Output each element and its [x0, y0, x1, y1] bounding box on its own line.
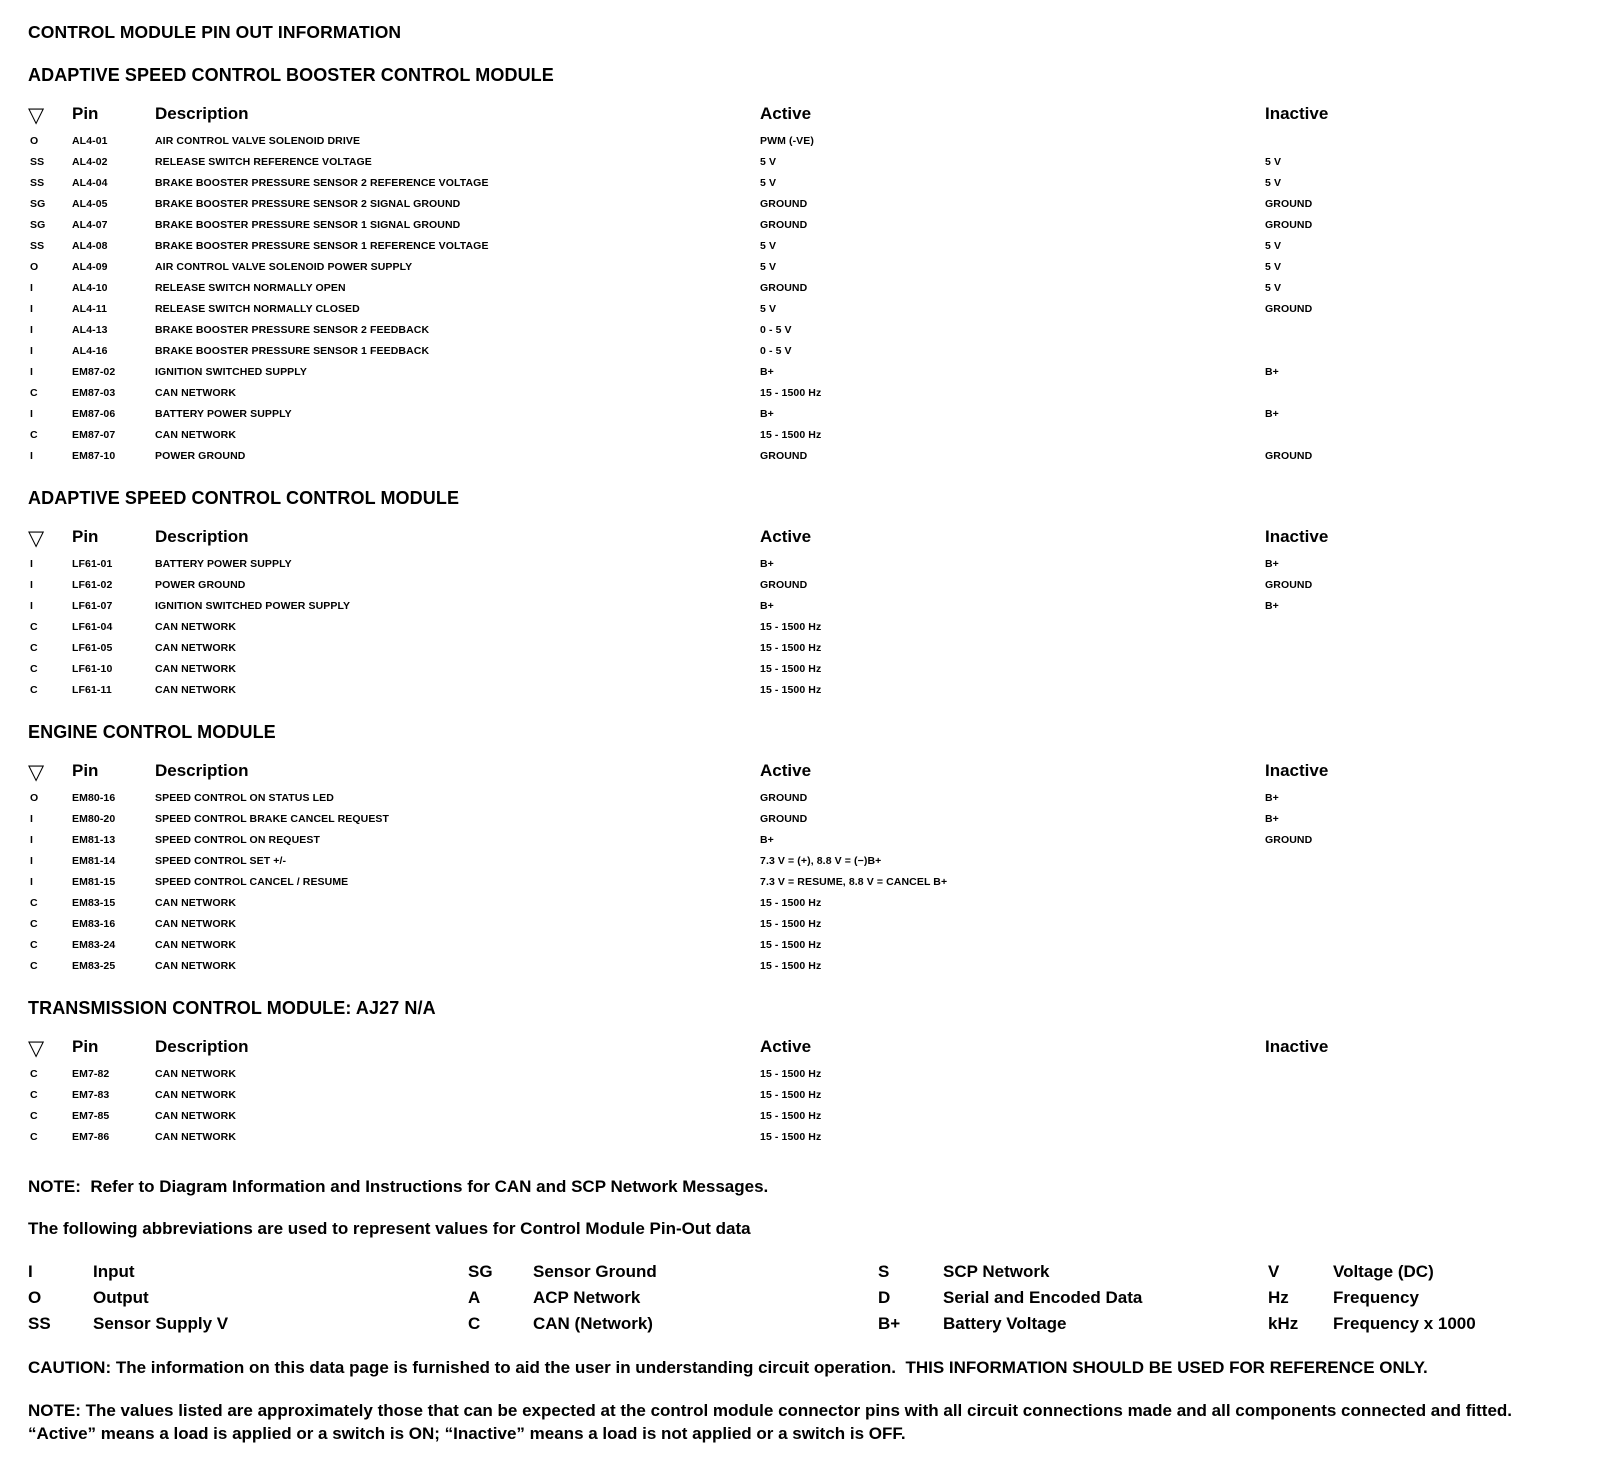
pin-cell: EM87-06: [72, 407, 116, 420]
description-cell: BRAKE BOOSTER PRESSURE SENSOR 1 REFERENCE VOLTAGE: [155, 239, 489, 252]
pin-type-cell: C: [30, 1088, 38, 1101]
active-value-cell: 15 - 1500 Hz: [760, 662, 822, 675]
description-cell: BRAKE BOOSTER PRESSURE SENSOR 2 REFERENCE VOLTAGE: [155, 176, 489, 189]
description-cell: BATTERY POWER SUPPLY: [155, 557, 292, 570]
legend-meaning: Serial and Encoded Data: [943, 1288, 1143, 1307]
column-header-inactive: Inactive: [1265, 104, 1329, 123]
inactive-value-cell: GROUND: [1265, 449, 1313, 462]
pin-type-cell: C: [30, 1109, 38, 1122]
pin-cell: AL4-09: [72, 260, 108, 273]
legend-meaning: Sensor Supply V: [93, 1314, 229, 1333]
active-value-cell: B+: [760, 833, 774, 846]
pin-type-cell: I: [30, 875, 34, 888]
active-value-cell: 15 - 1500 Hz: [760, 1130, 822, 1143]
legend-entry: [1268, 1285, 1572, 1311]
table-row: [28, 130, 1572, 151]
pin-cell: LF61-01: [72, 557, 113, 570]
column-header-active: Active: [760, 527, 812, 546]
description-cell: CAN NETWORK: [155, 896, 237, 909]
pin-cell: EM87-02: [72, 365, 116, 378]
table-column-header: [28, 751, 1572, 785]
pin-cell: EM83-24: [72, 938, 116, 951]
pin-type-cell: I: [30, 599, 34, 612]
table-row: [28, 679, 1572, 700]
description-cell: BRAKE BOOSTER PRESSURE SENSOR 2 SIGNAL GROUND: [155, 197, 461, 210]
table-column-header: [28, 94, 1572, 128]
legend-meaning: Voltage (DC): [1333, 1262, 1434, 1281]
inactive-value-cell: 5 V: [1265, 260, 1282, 273]
column-header-description: Description: [155, 761, 249, 780]
active-value-cell: 15 - 1500 Hz: [760, 917, 822, 930]
column-header-description: Description: [155, 104, 249, 123]
pin-cell: EM87-10: [72, 449, 116, 462]
pin-type-cell: SS: [30, 176, 45, 189]
description-cell: IGNITION SWITCHED POWER SUPPLY: [155, 599, 351, 612]
column-header-active: Active: [760, 1037, 812, 1056]
pin-type-cell: C: [30, 620, 38, 633]
table-row: [28, 637, 1572, 658]
pin-cell: AL4-10: [72, 281, 108, 294]
pin-cell: EM87-07: [72, 428, 116, 441]
table-column-header: [28, 1027, 1572, 1061]
down-triangle-icon: ▽: [28, 1036, 45, 1060]
pin-cell: EM87-03: [72, 386, 116, 399]
pin-cell: AL4-11: [72, 302, 108, 315]
pin-type-cell: I: [30, 407, 34, 420]
pin-cell: AL4-16: [72, 344, 108, 357]
active-value-cell: 15 - 1500 Hz: [760, 959, 822, 972]
active-value-cell: 15 - 1500 Hz: [760, 1109, 822, 1122]
column-header-active: Active: [760, 104, 812, 123]
pin-cell: EM7-86: [72, 1130, 110, 1143]
active-value-cell: 5 V: [760, 239, 777, 252]
inactive-value-cell: GROUND: [1265, 302, 1313, 315]
pin-cell: AL4-01: [72, 134, 108, 147]
table-row: [28, 871, 1572, 892]
page-title: CONTROL MODULE PIN OUT INFORMATION: [28, 22, 402, 42]
pin-cell: EM81-13: [72, 833, 116, 846]
down-triangle-icon: ▽: [28, 760, 45, 784]
table-row: [28, 214, 1572, 235]
active-value-cell: 15 - 1500 Hz: [760, 641, 822, 654]
pin-cell: AL4-08: [72, 239, 108, 252]
pin-cell: LF61-02: [72, 578, 113, 591]
active-value-cell: GROUND: [760, 812, 808, 825]
table-row: [28, 193, 1572, 214]
pin-type-cell: O: [30, 260, 39, 273]
description-cell: CAN NETWORK: [155, 641, 237, 654]
pin-cell: AL4-07: [72, 218, 108, 231]
table-column-header: [28, 517, 1572, 551]
active-value-cell: GROUND: [760, 218, 808, 231]
active-value-cell: 15 - 1500 Hz: [760, 896, 822, 909]
pin-cell: EM7-82: [72, 1067, 110, 1080]
inactive-value-cell: GROUND: [1265, 218, 1313, 231]
table-row: [28, 151, 1572, 172]
section-rows: [28, 553, 1572, 700]
inactive-value-cell: 5 V: [1265, 239, 1282, 252]
pin-cell: LF61-10: [72, 662, 113, 675]
description-cell: BRAKE BOOSTER PRESSURE SENSOR 1 FEEDBACK: [155, 344, 430, 357]
inactive-value-cell: B+: [1265, 791, 1279, 804]
legend-abbr: SS: [28, 1314, 51, 1333]
legend-entry: [1268, 1311, 1572, 1337]
column-header-pin: Pin: [72, 761, 99, 780]
pin-cell: AL4-02: [72, 155, 108, 168]
legend-entry: [28, 1285, 468, 1311]
section-heading: ENGINE CONTROL MODULE: [28, 722, 276, 742]
description-cell: CAN NETWORK: [155, 620, 237, 633]
table-row: [28, 1105, 1572, 1126]
description-cell: SPEED CONTROL ON STATUS LED: [155, 791, 334, 804]
table-row: [28, 934, 1572, 955]
table-row: [28, 235, 1572, 256]
active-value-cell: B+: [760, 407, 774, 420]
column-header-active: Active: [760, 761, 812, 780]
description-cell: POWER GROUND: [155, 449, 246, 462]
down-triangle-icon: ▽: [28, 526, 45, 550]
pin-type-cell: C: [30, 662, 38, 675]
active-value-cell: 15 - 1500 Hz: [760, 620, 822, 633]
legend-abbr: SG: [468, 1262, 493, 1281]
note-can-scp: NOTE: Refer to Diagram Information and Instructions for CAN and SCP Network Messages.: [28, 1177, 769, 1196]
legend-meaning: CAN (Network): [533, 1314, 653, 1333]
pin-type-cell: C: [30, 1130, 38, 1143]
table-row: [28, 913, 1572, 934]
active-value-cell: 5 V: [760, 260, 777, 273]
module-section: [28, 65, 1572, 466]
description-cell: CAN NETWORK: [155, 386, 237, 399]
pin-cell: EM83-25: [72, 959, 116, 972]
legend-abbr: S: [878, 1262, 890, 1281]
description-cell: CAN NETWORK: [155, 662, 237, 675]
active-value-cell: 0 - 5 V: [760, 323, 792, 336]
legend-abbr: B+: [878, 1314, 901, 1333]
pin-cell: AL4-04: [72, 176, 108, 189]
active-value-cell: 7.3 V = RESUME, 8.8 V = CANCEL B+: [760, 875, 948, 888]
table-row: [28, 445, 1572, 466]
pin-type-cell: I: [30, 302, 34, 315]
active-value-cell: 7.3 V = (+), 8.8 V = (−)B+: [760, 854, 882, 867]
pin-type-cell: C: [30, 917, 38, 930]
pin-cell: AL4-05: [72, 197, 108, 210]
active-value-cell: 15 - 1500 Hz: [760, 683, 822, 696]
pin-type-cell: C: [30, 683, 38, 696]
legend-entry: [468, 1285, 878, 1311]
active-value-cell: GROUND: [760, 197, 808, 210]
active-value-cell: B+: [760, 365, 774, 378]
pin-type-cell: I: [30, 365, 34, 378]
active-value-cell: GROUND: [760, 791, 808, 804]
table-row: [28, 616, 1572, 637]
description-cell: SPEED CONTROL BRAKE CANCEL REQUEST: [155, 812, 390, 825]
pin-cell: EM80-16: [72, 791, 116, 804]
section-heading: TRANSMISSION CONTROL MODULE: AJ27 N/A: [28, 998, 436, 1018]
description-cell: CAN NETWORK: [155, 917, 237, 930]
legend-meaning: Input: [93, 1262, 135, 1281]
table-row: [28, 340, 1572, 361]
legend-entry: [878, 1259, 1268, 1285]
description-cell: RELEASE SWITCH NORMALLY CLOSED: [155, 302, 360, 315]
pin-cell: EM81-14: [72, 854, 116, 867]
section-rows: [28, 130, 1572, 466]
table-row: [28, 955, 1572, 976]
legend-column: [1268, 1259, 1572, 1337]
pin-cell: AL4-13: [72, 323, 108, 336]
pin-type-cell: I: [30, 833, 34, 846]
pin-type-cell: C: [30, 641, 38, 654]
table-row: [28, 298, 1572, 319]
legend-abbr: kHz: [1268, 1314, 1299, 1333]
pin-type-cell: O: [30, 791, 39, 804]
table-row: [28, 595, 1572, 616]
pin-type-cell: I: [30, 323, 34, 336]
description-cell: POWER GROUND: [155, 578, 246, 591]
legend-entry: [468, 1259, 878, 1285]
active-value-cell: B+: [760, 557, 774, 570]
inactive-value-cell: B+: [1265, 557, 1279, 570]
pin-type-cell: I: [30, 344, 34, 357]
table-row: [28, 829, 1572, 850]
description-cell: BATTERY POWER SUPPLY: [155, 407, 292, 420]
legend-abbr: D: [878, 1288, 891, 1307]
section-heading: ADAPTIVE SPEED CONTROL CONTROL MODULE: [28, 488, 460, 508]
table-row: [28, 553, 1572, 574]
pin-type-cell: C: [30, 1067, 38, 1080]
legend-abbr: V: [1268, 1262, 1280, 1281]
pin-type-cell: O: [30, 134, 39, 147]
active-value-cell: GROUND: [760, 449, 808, 462]
inactive-value-cell: 5 V: [1265, 281, 1282, 294]
pin-type-cell: SG: [30, 218, 46, 231]
table-row: [28, 787, 1572, 808]
table-row: [28, 1063, 1572, 1084]
pin-type-cell: C: [30, 386, 38, 399]
legend-entry: [28, 1311, 468, 1337]
active-value-cell: PWM (-VE): [760, 134, 814, 147]
inactive-value-cell: GROUND: [1265, 578, 1313, 591]
description-cell: SPEED CONTROL SET +/-: [155, 854, 287, 867]
table-row: [28, 277, 1572, 298]
description-cell: CAN NETWORK: [155, 683, 237, 696]
column-header-pin: Pin: [72, 1037, 99, 1056]
pin-cell: EM81-15: [72, 875, 116, 888]
pin-type-cell: SS: [30, 155, 45, 168]
description-cell: RELEASE SWITCH NORMALLY OPEN: [155, 281, 346, 294]
column-header-pin: Pin: [72, 104, 99, 123]
pin-type-cell: I: [30, 557, 34, 570]
table-row: [28, 424, 1572, 445]
table-row: [28, 574, 1572, 595]
legend-meaning: Battery Voltage: [943, 1314, 1067, 1333]
inactive-value-cell: GROUND: [1265, 833, 1313, 846]
description-cell: CAN NETWORK: [155, 428, 237, 441]
legend-column: [878, 1259, 1268, 1337]
pin-cell: LF61-07: [72, 599, 113, 612]
pin-cell: LF61-11: [72, 683, 112, 696]
module-section: [28, 488, 1572, 700]
pin-type-cell: SG: [30, 197, 46, 210]
description-cell: CAN NETWORK: [155, 1130, 237, 1143]
inactive-value-cell: B+: [1265, 812, 1279, 825]
active-value-cell: 0 - 5 V: [760, 344, 792, 357]
legend-entry: [28, 1259, 468, 1285]
abbreviations-intro: The following abbreviations are used to represent values for Control Module Pin-Out data: [28, 1219, 751, 1238]
active-value-cell: B+: [760, 599, 774, 612]
active-value-cell: 5 V: [760, 155, 777, 168]
section-rows: [28, 787, 1572, 976]
description-cell: CAN NETWORK: [155, 1109, 237, 1122]
description-cell: AIR CONTROL VALVE SOLENOID POWER SUPPLY: [155, 260, 413, 273]
column-header-description: Description: [155, 527, 249, 546]
table-row: [28, 1084, 1572, 1105]
legend-abbr: O: [28, 1288, 42, 1307]
legend-abbr: Hz: [1268, 1288, 1289, 1307]
legend-meaning: Output: [93, 1288, 149, 1307]
pin-type-cell: C: [30, 428, 38, 441]
pin-type-cell: SS: [30, 239, 45, 252]
table-row: [28, 172, 1572, 193]
legend-column: [468, 1259, 878, 1337]
pin-type-cell: I: [30, 578, 34, 591]
down-triangle-icon: ▽: [28, 103, 45, 127]
column-header-inactive: Inactive: [1265, 761, 1329, 780]
column-header-inactive: Inactive: [1265, 527, 1329, 546]
inactive-value-cell: B+: [1265, 599, 1279, 612]
table-row: [28, 658, 1572, 679]
section-heading: ADAPTIVE SPEED CONTROL BOOSTER CONTROL MODULE: [28, 65, 554, 85]
pin-type-cell: I: [30, 854, 34, 867]
inactive-value-cell: B+: [1265, 365, 1279, 378]
legend-entry: [1268, 1259, 1572, 1285]
description-cell: IGNITION SWITCHED SUPPLY: [155, 365, 307, 378]
column-header-inactive: Inactive: [1265, 1037, 1329, 1056]
legend-abbr: C: [468, 1314, 481, 1333]
table-row: [28, 319, 1572, 340]
legend-entry: [468, 1311, 878, 1337]
column-header-description: Description: [155, 1037, 249, 1056]
legend-meaning: Frequency: [1333, 1288, 1419, 1307]
inactive-value-cell: 5 V: [1265, 155, 1282, 168]
inactive-value-cell: B+: [1265, 407, 1279, 420]
table-row: [28, 382, 1572, 403]
legend-entry: [878, 1311, 1268, 1337]
description-cell: SPEED CONTROL CANCEL / RESUME: [155, 875, 349, 888]
description-cell: RELEASE SWITCH REFERENCE VOLTAGE: [155, 155, 372, 168]
pin-type-cell: I: [30, 812, 34, 825]
active-value-cell: 15 - 1500 Hz: [760, 386, 822, 399]
description-cell: BRAKE BOOSTER PRESSURE SENSOR 1 SIGNAL GROUND: [155, 218, 461, 231]
active-value-cell: 5 V: [760, 176, 777, 189]
description-cell: CAN NETWORK: [155, 938, 237, 951]
legend-meaning: SCP Network: [943, 1262, 1050, 1281]
section-rows: [28, 1063, 1572, 1147]
active-value-cell: 15 - 1500 Hz: [760, 1067, 822, 1080]
table-row: [28, 403, 1572, 424]
legend-abbr: I: [28, 1262, 33, 1281]
legend-meaning: Frequency x 1000: [1333, 1314, 1476, 1333]
description-cell: CAN NETWORK: [155, 959, 237, 972]
pin-type-cell: C: [30, 896, 38, 909]
pin-cell: EM83-15: [72, 896, 116, 909]
pin-cell: EM83-16: [72, 917, 116, 930]
inactive-value-cell: 5 V: [1265, 176, 1282, 189]
table-row: [28, 850, 1572, 871]
description-cell: SPEED CONTROL ON REQUEST: [155, 833, 320, 846]
description-cell: BRAKE BOOSTER PRESSURE SENSOR 2 FEEDBACK: [155, 323, 430, 336]
description-cell: CAN NETWORK: [155, 1067, 237, 1080]
table-row: [28, 256, 1572, 277]
module-sections: [28, 65, 1572, 1147]
legend-abbr: A: [468, 1288, 481, 1307]
active-value-cell: 5 V: [760, 302, 777, 315]
active-value-cell: GROUND: [760, 578, 808, 591]
legend-meaning: ACP Network: [533, 1288, 641, 1307]
abbreviations-legend: [28, 1259, 1572, 1337]
pin-type-cell: I: [30, 449, 34, 462]
module-section: [28, 998, 1572, 1147]
table-row: [28, 892, 1572, 913]
pin-type-cell: C: [30, 938, 38, 951]
active-value-cell: GROUND: [760, 281, 808, 294]
note-values-text: NOTE: The values listed are approximately those that can be expected at the control module connector pins with all circuit connections made and all components connected and fitted. “Active” means a load is applied or a switch is ON; “Inactive” means a load is not applied or a switch is OFF.: [28, 1400, 1522, 1443]
caution-text: CAUTION: The information on this data page is furnished to aid the user in understanding circuit operation. THIS INFORMATION SHOULD BE USED FOR REFERENCE ONLY.: [28, 1358, 1428, 1377]
pin-type-cell: C: [30, 959, 38, 972]
inactive-value-cell: GROUND: [1265, 197, 1313, 210]
pin-cell: LF61-04: [72, 620, 113, 633]
table-row: [28, 808, 1572, 829]
legend-meaning: Sensor Ground: [533, 1262, 657, 1281]
column-header-pin: Pin: [72, 527, 99, 546]
table-row: [28, 1126, 1572, 1147]
pin-cell: EM7-83: [72, 1088, 110, 1101]
pin-cell: LF61-05: [72, 641, 113, 654]
module-section: [28, 722, 1572, 976]
legend-entry: [878, 1285, 1268, 1311]
legend-column: [28, 1259, 468, 1337]
active-value-cell: 15 - 1500 Hz: [760, 1088, 822, 1101]
description-cell: CAN NETWORK: [155, 1088, 237, 1101]
description-cell: AIR CONTROL VALVE SOLENOID DRIVE: [155, 134, 361, 147]
table-row: [28, 361, 1572, 382]
active-value-cell: 15 - 1500 Hz: [760, 938, 822, 951]
pin-cell: EM7-85: [72, 1109, 110, 1122]
active-value-cell: 15 - 1500 Hz: [760, 428, 822, 441]
pin-type-cell: I: [30, 281, 34, 294]
pin-cell: EM80-20: [72, 812, 116, 825]
